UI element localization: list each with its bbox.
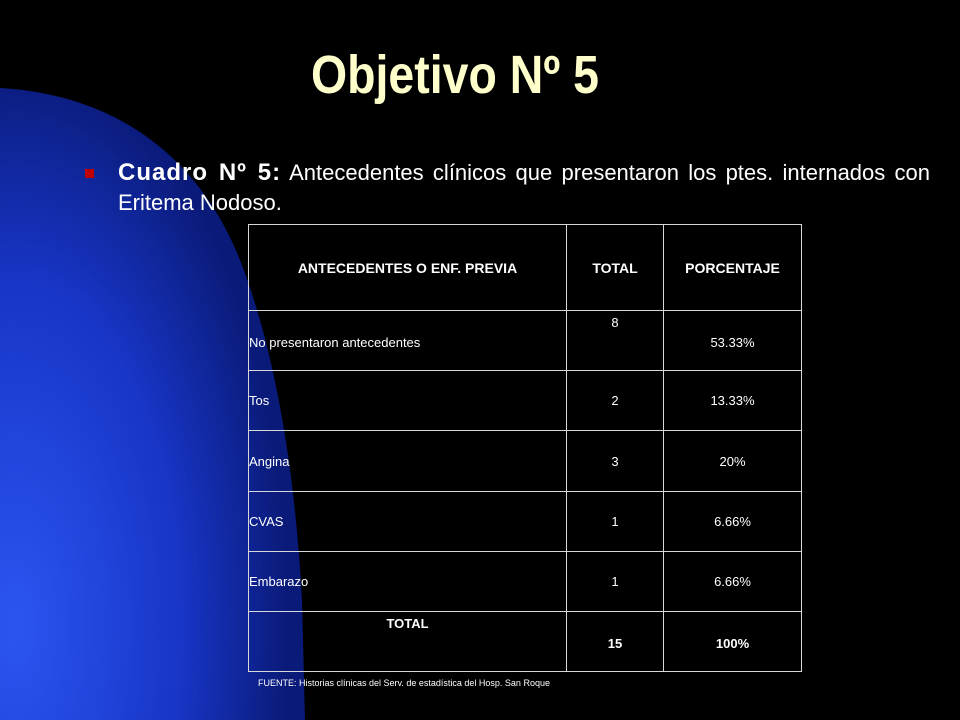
total-percent: 100%: [664, 611, 802, 671]
table-row: [249, 311, 802, 371]
bullet-description: Antecedentes clínicos que presentaron los ptes. internados con Eritema Nodoso.: [118, 160, 930, 215]
total-value: 15: [567, 611, 664, 671]
table-row: [249, 371, 802, 431]
table-row: [249, 491, 802, 551]
row-percent: 13.33%: [664, 371, 802, 431]
table-header-row: [249, 225, 802, 311]
row-label: Tos: [249, 371, 567, 431]
row-total: 2: [567, 371, 664, 431]
header-antecedentes: ANTECEDENTES O ENF. PREVIA: [249, 225, 567, 311]
bullet-lead: Cuadro Nº 5:: [118, 159, 282, 186]
header-total: TOTAL: [567, 225, 664, 311]
total-label: TOTAL: [249, 611, 567, 671]
row-total: 8: [567, 311, 664, 371]
slide-title: Objetivo Nº 5: [311, 45, 599, 105]
row-total: 1: [567, 551, 664, 611]
source-note: FUENTE: Historias clínicas del Serv. de estadística del Hosp. San Roque: [258, 678, 550, 688]
square-bullet-icon: [85, 169, 94, 178]
bullet-text: [118, 158, 930, 218]
row-total: 1: [567, 491, 664, 551]
row-percent: 20%: [664, 431, 802, 491]
row-percent: 53.33%: [664, 311, 802, 371]
table-total-row: [249, 611, 802, 671]
row-percent: 6.66%: [664, 551, 802, 611]
data-table: [248, 224, 802, 672]
table-row: [249, 551, 802, 611]
table-row: [249, 431, 802, 491]
row-label: CVAS: [249, 491, 567, 551]
row-total: 3: [567, 431, 664, 491]
header-porcentaje: PORCENTAJE: [664, 225, 802, 311]
row-label: Embarazo: [249, 551, 567, 611]
row-percent: 6.66%: [664, 491, 802, 551]
row-label: No presentaron antecedentes: [249, 311, 567, 371]
row-label: Angina: [249, 431, 567, 491]
